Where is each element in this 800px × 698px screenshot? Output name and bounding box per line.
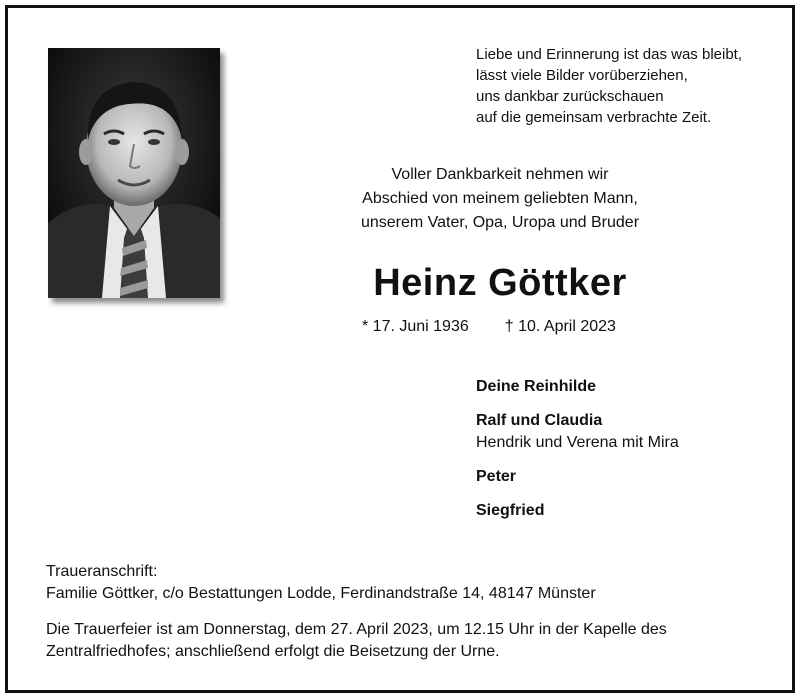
intro-line: Abschied von meinem geliebten Mann, — [362, 190, 638, 207]
birth-date: * 17. Juni 1936 — [362, 318, 469, 335]
memorial-poem — [476, 44, 776, 128]
mourning-address — [46, 561, 766, 605]
farewell-intro — [320, 163, 680, 235]
life-dates — [362, 318, 616, 336]
mourner-name: Ralf und Claudia — [476, 412, 603, 429]
mourner-subline: Hendrik und Verena mit Mira — [476, 434, 679, 451]
mourner-name: Deine Reinhilde — [476, 378, 597, 395]
address-line: Familie Göttker, c/o Bestattungen Lodde, Ferdinandstraße 14, 48147 Münster — [46, 585, 596, 602]
death-date: † 10. April 2023 — [504, 318, 616, 335]
deceased-name: Heinz Göttker — [373, 262, 627, 304]
mourners-list — [476, 376, 776, 522]
poem-line: auf die gemeinsam verbrachte Zeit. — [476, 109, 712, 126]
address-label: Traueranschrift: — [46, 563, 158, 580]
mourner-name: Peter — [476, 468, 517, 485]
funeral-service-info — [46, 619, 766, 663]
intro-line: Voller Dankbarkeit nehmen wir — [391, 166, 609, 183]
intro-line: unserem Vater, Opa, Uropa und Bruder — [360, 214, 640, 231]
poem-line: uns dankbar zurückschauen — [476, 88, 664, 105]
poem-line: Liebe und Erinnerung ist das was bleibt, — [476, 46, 743, 63]
service-line: Zentralfriedhofes; anschließend erfolgt die Beisetzung der Urne. — [46, 643, 500, 660]
service-line: Die Trauerfeier ist am Donnerstag, dem 27. April 2023, um 12.15 Uhr in der Kapelle des — [46, 621, 667, 638]
mourner-name: Siegfried — [476, 502, 545, 519]
poem-line: lässt viele Bilder vorüberziehen, — [476, 67, 688, 84]
portrait-photo — [48, 48, 220, 298]
